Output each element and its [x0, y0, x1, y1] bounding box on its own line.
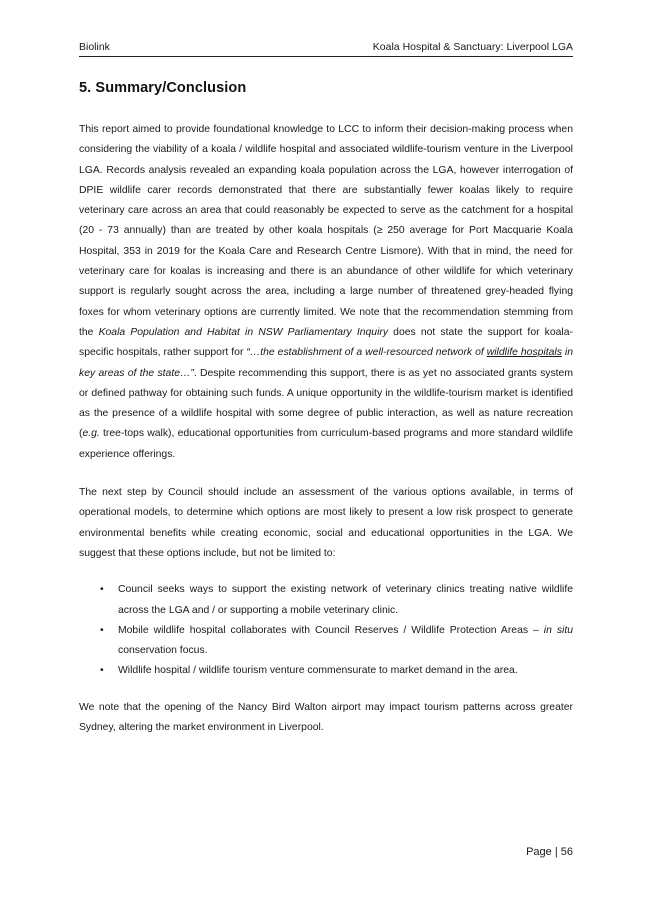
list-item — [79, 661, 573, 681]
list-item — [79, 621, 573, 662]
inquiry-title: Koala Population and Habitat in NSW Parliamentary Inquiry — [98, 326, 389, 338]
paragraph-summary-part-a: This report aimed to provide foundational knowledge to LCC to inform their decision-making process when considering the viability of a koala / wildlife hospital and associated wildlife-tourism venture in the Liverpool LGA. Records analysis revealed an expanding koala population across the LGA, however interrogation of DPIE wildlife carer records demonstrated that there are substantially fewer koalas likely to require veterinary care across an area that could reasonably be expected to serve as the catchment for a hospital (20 - 73 annually) than are treated by other koala hospitals (≥ 250 average for Port Macquarie Koala Hospital, 353 in 2019 for the Koala Care and Research Centre Lismore). With that in mind, the need for veterinary care for koalas is increasing and there is an abundance of other wildlife for which veterinary support is regularly sought across the area, including a large number of threatened grey-headed flying foxes for whom veterinary options are currently limited. We note that the recommendation stemming from the — [79, 124, 573, 338]
page-header — [79, 40, 573, 57]
section-title: 5. Summary/Conclusion — [79, 80, 247, 96]
list-item-tail: conservation focus. — [118, 645, 208, 657]
paragraph-summary-part-d: tree-tops walk), educational opportunities from curriculum-based programs and more standard wildlife experience offerings. — [79, 428, 573, 460]
options-list — [79, 580, 573, 681]
list-item-text: Mobile wildlife hospital collaborates with Council Reserves / Wildlife Protection Areas – — [118, 624, 544, 636]
page-number: Page | 56 — [526, 846, 573, 858]
body-text — [79, 120, 573, 738]
quote-part-b: in key areas of the state…” — [79, 347, 573, 379]
paragraph-airport: We note that the opening of the Nancy Bird Walton airport may impact tourism patterns across greater Sydney, altering the market environment in Liverpool. — [79, 701, 573, 734]
bullet-icon: • — [100, 665, 104, 677]
bullet-icon: • — [100, 584, 104, 596]
quote-part-a: “…the establishment of a well-resourced network of — [246, 347, 487, 359]
list-item-text: Wildlife hospital / wildlife tourism venture commensurate to market demand in the area. — [118, 665, 518, 677]
paragraph-summary-part-c: . Despite recommending this support, there is as yet no associated grants system or defined pathway for obtaining such funds. A unique opportunity in the wildlife-tourism market is identified as the presence of a wildlife hospital with some degree of public interaction, as well as nature recreation ( — [79, 367, 573, 440]
list-item-italic: in situ — [543, 624, 573, 636]
header-title: Koala Hospital & Sanctuary: Liverpool LGA — [372, 41, 573, 53]
bullet-icon: • — [100, 624, 104, 636]
quote-underlined: wildlife hospitals — [486, 347, 562, 359]
eg-abbrev: e.g. — [82, 428, 100, 440]
paragraph-next-step: The next step by Council should include an assessment of the various options available, in terms of operational models, to determine which options are most likely to present a low risk prospect to generate environmental benefits while creating economic, social and educational opportunities in the LGA. We suggest that these options include, but not be limited to: — [79, 487, 573, 559]
list-item-text: Council seeks ways to support the existing network of veterinary clinics treating native wildlife across the LGA and / or supporting a mobile veterinary clinic. — [118, 584, 573, 616]
header-org: Biolink — [79, 41, 110, 53]
paragraph-summary-part-b: does not state the support for koala-specific hospitals, rather support for — [79, 326, 573, 359]
paragraph-summary — [79, 120, 573, 465]
list-item — [79, 580, 573, 621]
